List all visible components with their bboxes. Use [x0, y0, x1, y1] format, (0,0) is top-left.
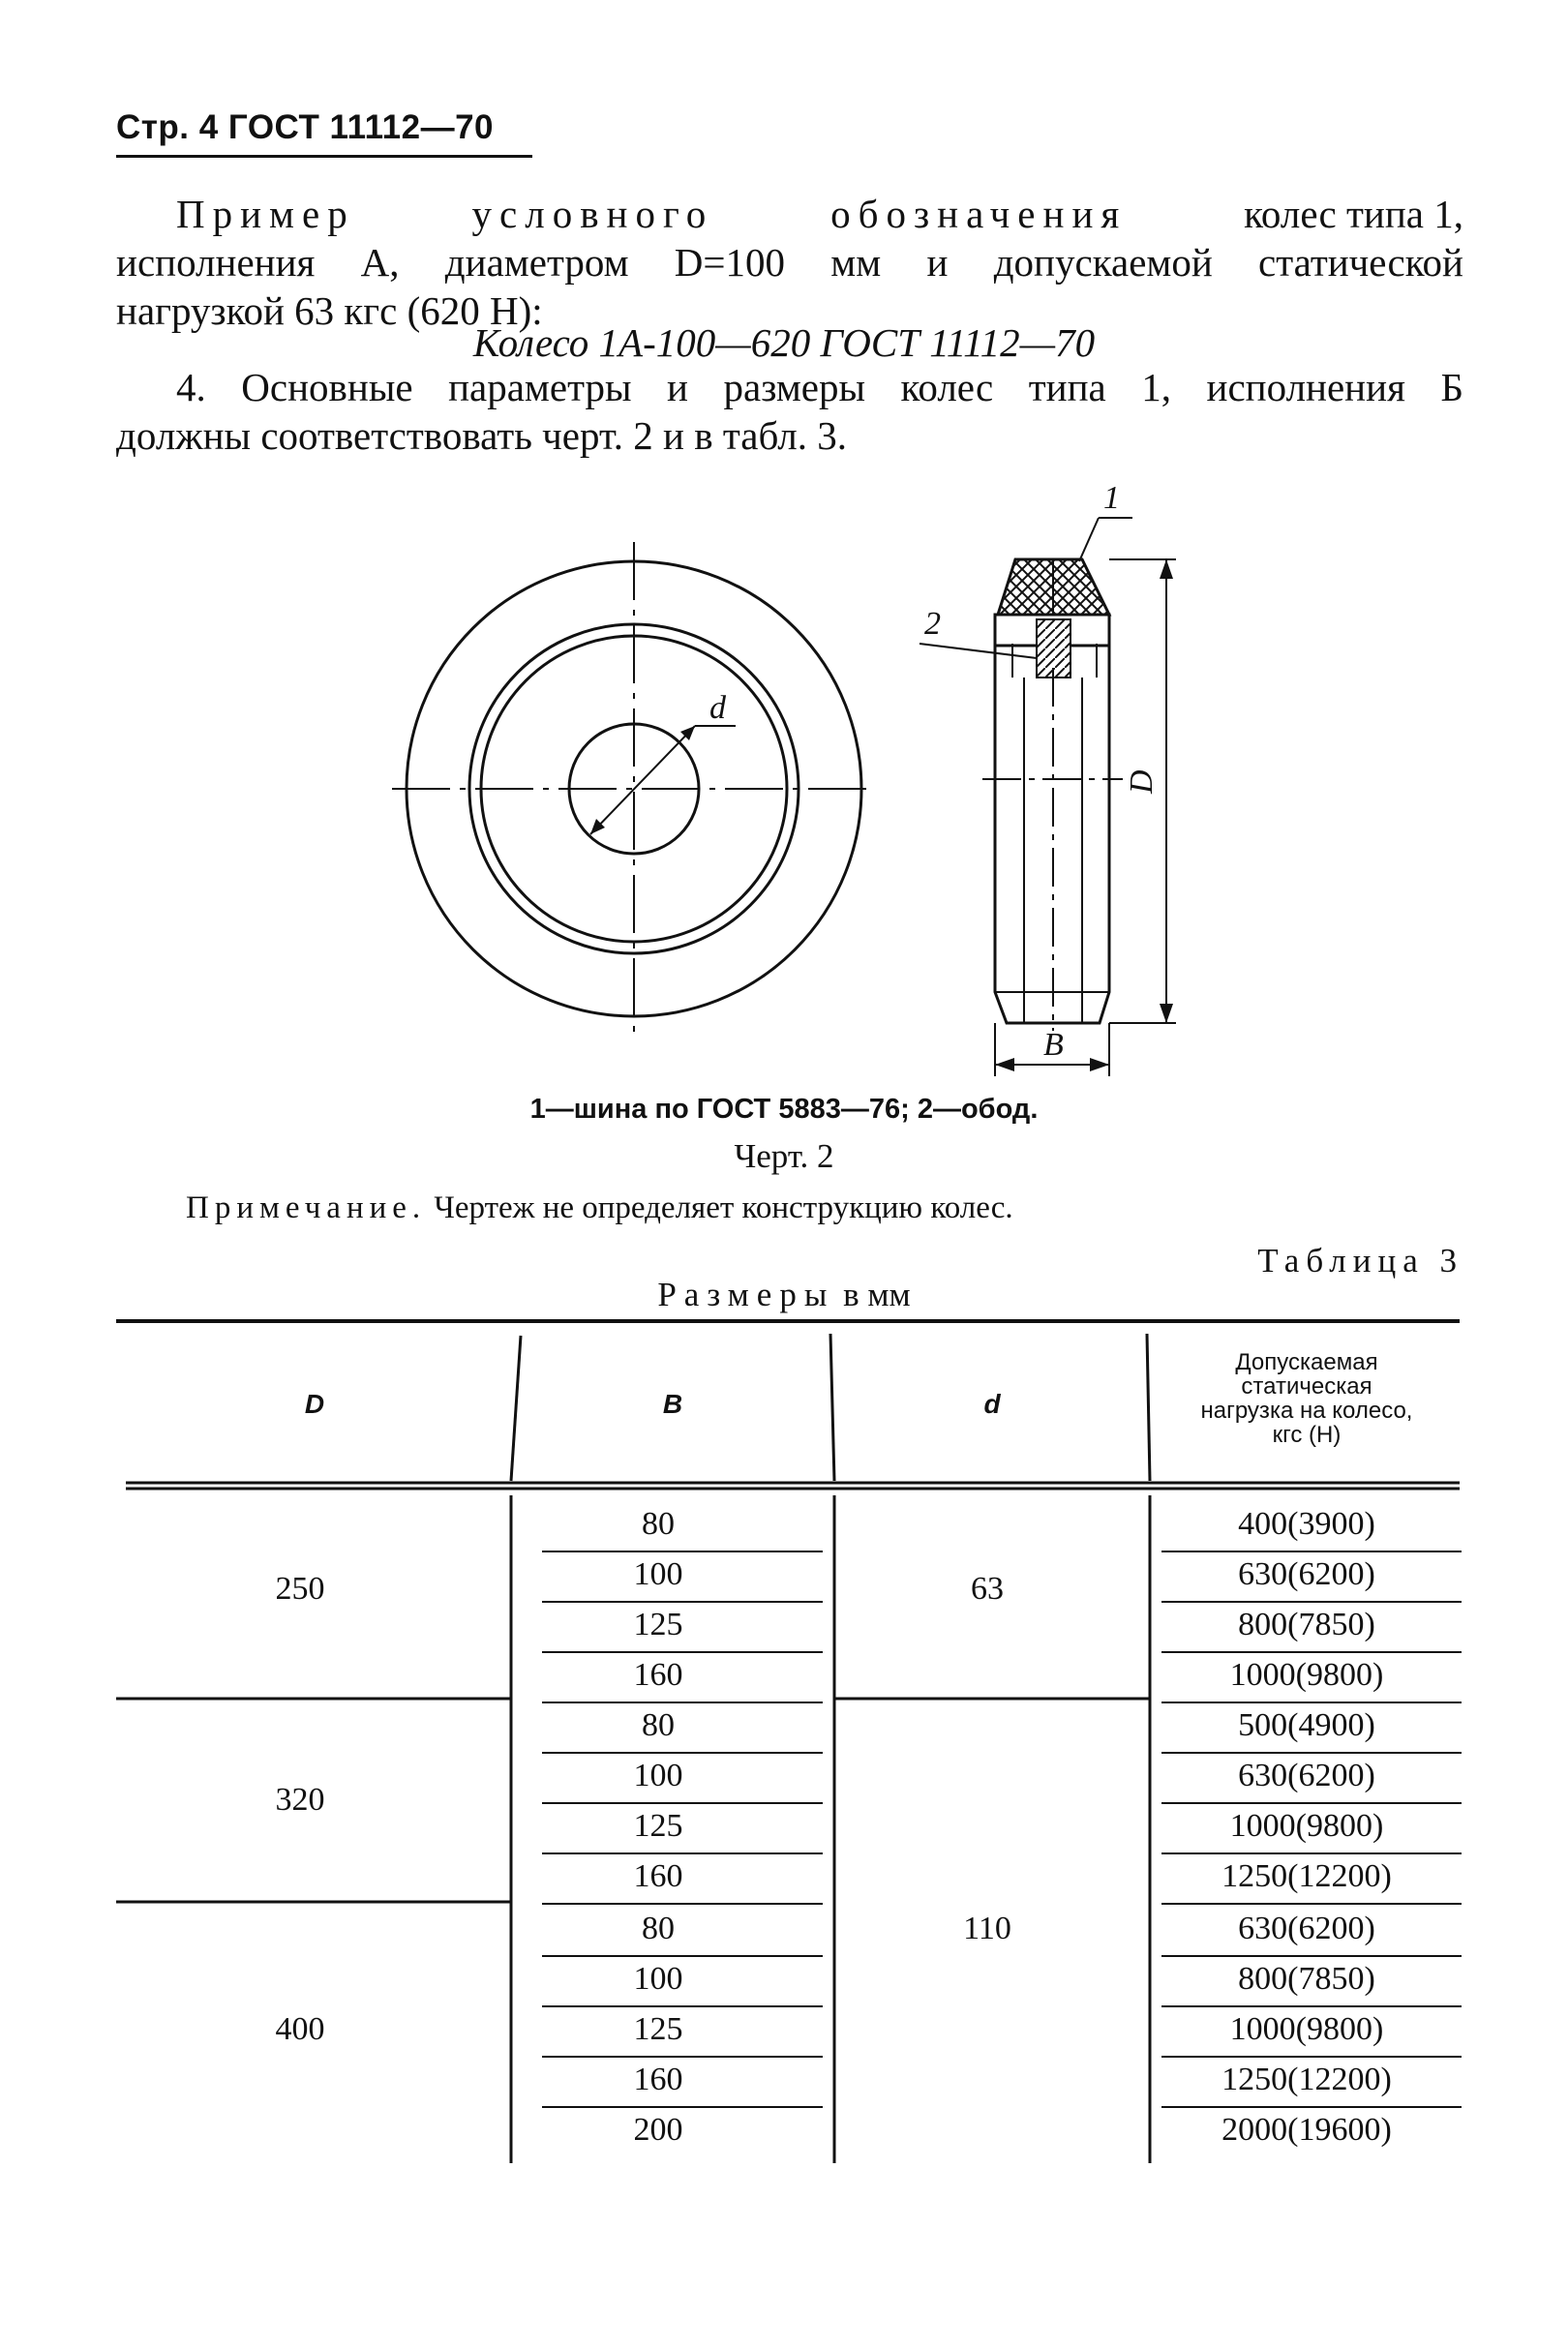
header-load — [1147, 1350, 1466, 1447]
cell-load: 500(4900) — [1238, 1707, 1375, 1743]
cell-load: 400(3900) — [1238, 1506, 1375, 1542]
cell-B: 80 — [642, 1911, 675, 1946]
header-load-line-1: Допускаемая — [1235, 1349, 1378, 1375]
table-number: Таблица 3 — [1257, 1242, 1463, 1280]
cell-B: 80 — [642, 1506, 675, 1542]
units-word: Размеры — [657, 1276, 835, 1313]
cell-B: 100 — [633, 1758, 683, 1793]
paragraph-2-line-1: 4. Основные параметры и размеры колес типа 1, исполнения Б — [176, 365, 1463, 409]
units-tail: в мм — [843, 1276, 911, 1313]
example-designation: Колесо 1А-100—620 ГОСТ 11112—70 — [472, 320, 1096, 365]
cell-B: 100 — [633, 1961, 683, 1997]
cell-load: 630(6200) — [1238, 1556, 1375, 1592]
group-D-value: 400 — [275, 2011, 325, 2047]
cell-load: 630(6200) — [1238, 1911, 1375, 1946]
cell-load: 1000(9800) — [1229, 2011, 1384, 2047]
word-3: обозначения — [830, 192, 1128, 236]
callout-1-label: 1 — [1103, 480, 1120, 516]
cell-d: 63 — [971, 1571, 1004, 1607]
word-2: условного — [471, 192, 714, 236]
cell-B: 125 — [633, 1607, 683, 1642]
header-B: B — [662, 1389, 683, 1419]
cell-load: 1000(9800) — [1229, 1657, 1384, 1693]
paragraph-1-line-2: исполнения А, диаметром D=100 мм и допускаемой статической — [116, 240, 1463, 285]
figure-label: Черт. 2 — [734, 1137, 834, 1175]
cell-B: 160 — [633, 1657, 683, 1693]
cell-B: 160 — [633, 2062, 683, 2097]
dim-d-label: d — [709, 690, 726, 726]
header-load-line-4: кгс (Н) — [1272, 1422, 1342, 1448]
cell-load: 1250(12200) — [1221, 1858, 1392, 1894]
cell-load: 1250(12200) — [1221, 2062, 1392, 2097]
cell-B: 100 — [633, 1556, 683, 1592]
note-label: Примечание. — [186, 1190, 427, 1225]
header-load-line-2: статическая — [1241, 1373, 1372, 1400]
paragraph-2-line-2: должны соответствовать черт. 2 и в табл. 3. — [116, 413, 847, 458]
cell-load: 800(7850) — [1238, 1961, 1375, 1997]
drawing-legend: 1—шина по ГОСТ 5883—76; 2—обод. — [529, 1094, 1039, 1125]
cell-B: 125 — [633, 1808, 683, 1844]
paragraph-1-line-3: нагрузкой 63 кгс (620 Н): — [116, 288, 543, 333]
header-load-line-3: нагрузка на колесо, — [1200, 1398, 1413, 1424]
cell-d: 110 — [963, 1911, 1011, 1946]
group-D-value: 320 — [275, 1782, 325, 1818]
cell-load: 630(6200) — [1238, 1758, 1375, 1793]
cell-B: 80 — [642, 1707, 675, 1743]
word-1: Пример — [176, 192, 355, 236]
callout-2-label: 2 — [924, 606, 941, 642]
group-D-value: 250 — [275, 1571, 325, 1607]
cell-load: 1000(9800) — [1229, 1808, 1384, 1844]
header-d: d — [983, 1389, 1001, 1419]
line1-tail: колес типа 1, — [1244, 192, 1463, 236]
dim-B-label: B — [1043, 1027, 1064, 1063]
cell-B: 200 — [633, 2112, 683, 2148]
cell-B: 160 — [633, 1858, 683, 1894]
note-text: Чертеж не определяет конструкцию колес. — [434, 1190, 1013, 1225]
header-D: D — [304, 1389, 325, 1419]
cell-B: 125 — [633, 2011, 683, 2047]
dim-D-label: D — [1124, 769, 1160, 794]
cell-load: 2000(19600) — [1221, 2112, 1392, 2148]
page-header: Стр. 4 ГОСТ 11112—70 — [116, 108, 495, 146]
cell-load: 800(7850) — [1238, 1607, 1375, 1642]
